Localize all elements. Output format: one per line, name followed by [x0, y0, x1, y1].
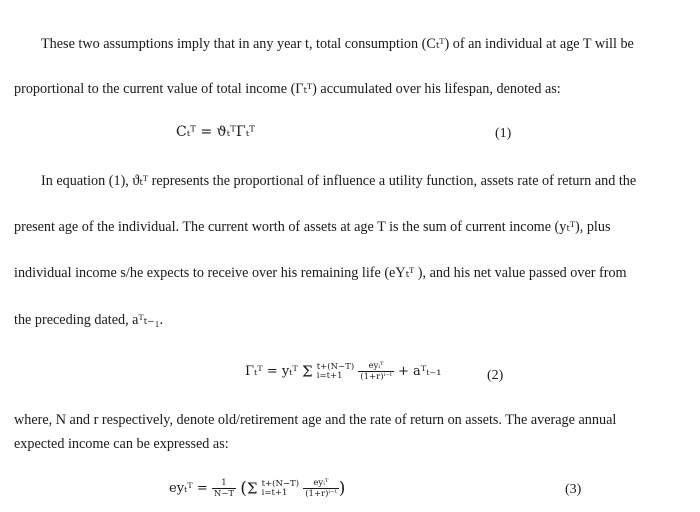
equation-3-coefficient-denominator: N−T [213, 489, 235, 499]
equation-2-number: (2) [487, 368, 504, 383]
paragraph-2-line-1: In equation (1), ϑₜᵀ represents the proportional of influence a utility function, assets rate of return and the [41, 173, 637, 189]
equation-2-fraction-denominator: (1+r)ⁱ⁻ᵗ [360, 372, 392, 382]
paragraph-1-line-2: proportional to the current value of total income (Γₜᵀ) accumulated over his lifespan, denoted as: [14, 81, 561, 97]
equation-2-sum-lower: i=t+1 [316, 370, 343, 381]
equation-3-fraction-numerator: eyᵢᵀ [303, 478, 339, 489]
equation-1: Cₜᵀ = ϑₜᵀΓₜᵀ [176, 124, 256, 140]
equation-1-number: (1) [495, 126, 512, 141]
equation-2-tail: + aᵀₜ₋₁ [397, 364, 442, 379]
left-paren-icon: ( [240, 478, 247, 499]
paragraph-3-line-2: expected income can be expressed as: [14, 436, 229, 452]
equation-2-fraction [358, 361, 394, 382]
equation-3-coefficient [212, 478, 236, 499]
paragraph-3-line-1: where, N and r respectively, denote old/retirement age and the rate of return on assets. The average annual [14, 412, 617, 428]
equation-3-sum-lower: i=t+1 [261, 487, 288, 498]
equation-3 [169, 478, 345, 499]
summation-icon: Σ [302, 362, 313, 381]
equation-3-sum-limits [262, 480, 299, 498]
equation-3-number: (3) [565, 482, 582, 497]
equation-3-fraction [303, 478, 339, 499]
equation-3-fraction-denominator: (1+r)ⁱ⁻ᵗ [305, 489, 337, 499]
equation-2 [245, 361, 441, 382]
paragraph-2-line-4: the preceding dated, aᵀₜ₋₁. [14, 312, 164, 328]
equation-2-lhs: Γₜᵀ = yₜᵀ [245, 364, 298, 379]
paragraph-1-line-1: These two assumptions imply that in any year t, total consumption (Cₜᵀ) of an individual at age T will be [41, 36, 634, 52]
equation-2-sum-limits [317, 363, 354, 381]
equation-3-coefficient-numerator: 1 [212, 478, 236, 489]
summation-icon: Σ [246, 479, 258, 498]
equation-2-fraction-numerator: eyᵢᵀ [358, 361, 394, 372]
paragraph-2-line-2: present age of the individual. The current worth of assets at age T is the sum of current income (yₜᵀ), plus [14, 219, 611, 235]
equation-2-sum-upper: t+(N−T) [316, 361, 355, 372]
paragraph-2-line-3: individual income s/he expects to receive over his remaining life (eYₜᵀ ), and his net value passed over from [14, 265, 627, 281]
right-paren-icon: ) [338, 478, 346, 499]
equation-3-sum-upper: t+(N−T) [261, 478, 300, 489]
equation-3-lhs: eyₜᵀ = [169, 481, 208, 496]
